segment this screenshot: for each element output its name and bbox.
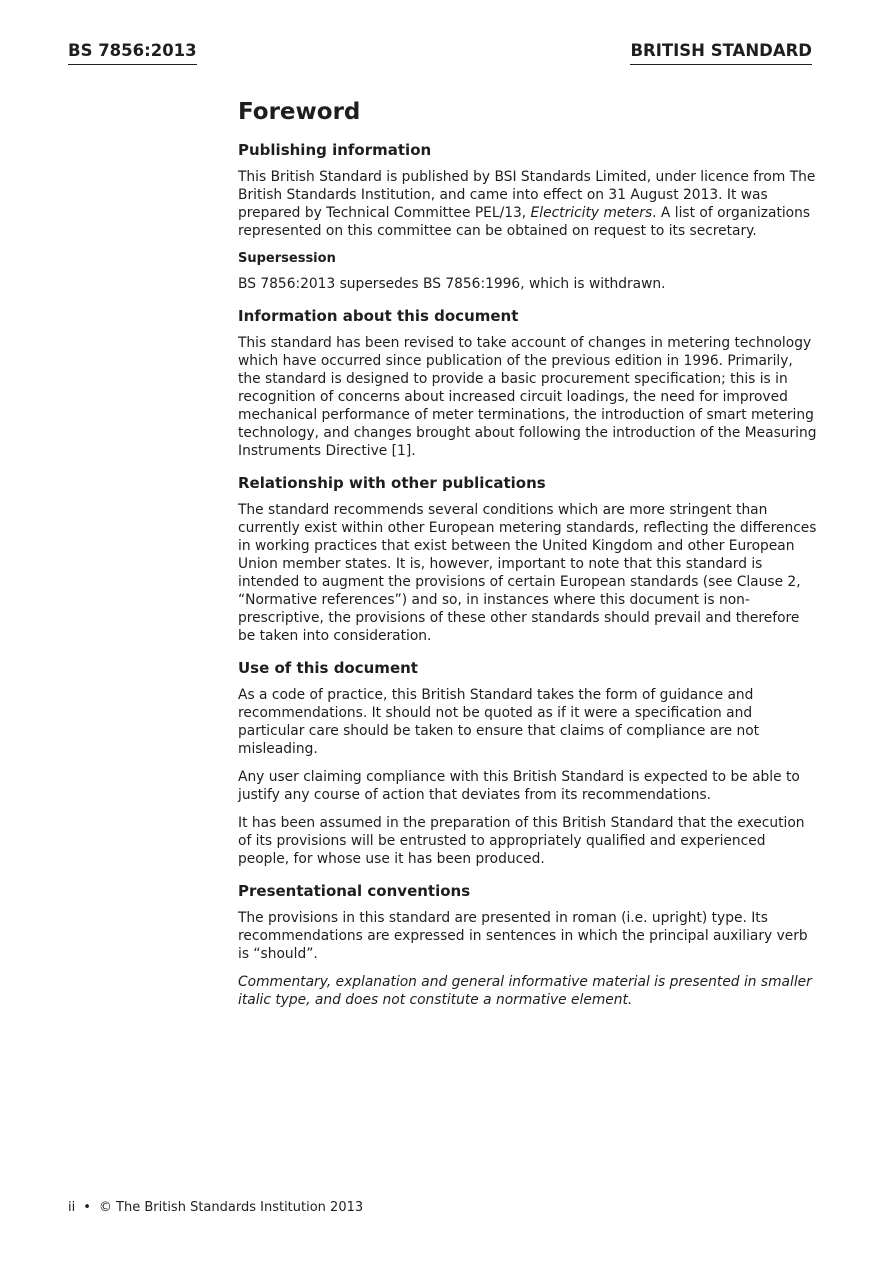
use-paragraph-3: It has been assumed in the preparation of this British Standard that the execution of its provisions will be entrusted to appropriately qualified and experienced people, for whose use it has been produced. xyxy=(238,815,805,867)
heading-publishing-information: Publishing information xyxy=(238,141,432,159)
foreword-body xyxy=(238,97,818,1019)
running-head-british-standard: BRITISH STANDARD xyxy=(630,41,812,65)
supersession-paragraph: BS 7856:2013 supersedes BS 7856:1996, which is withdrawn. xyxy=(238,276,666,292)
page-footer xyxy=(68,1199,363,1216)
page-number: ii xyxy=(68,1200,76,1215)
publishing-paragraph xyxy=(238,168,818,240)
heading-presentational-conventions: Presentational conventions xyxy=(238,882,471,900)
conventions-paragraph-1: The provisions in this standard are presented in roman (i.e. upright) type. Its recommendations are expressed in sentences in which the principal auxiliary verb is “should”. xyxy=(238,910,808,962)
heading-information-about-document: Information about this document xyxy=(238,307,519,325)
use-paragraph-2: Any user claiming compliance with this British Standard is expected to be able to justify any course of action that deviates from its recommendations. xyxy=(238,769,800,803)
publishing-text-start: This British Standard is published by BSI Standards Limited, under licence from The British Standards Institution, and came into effect on 31 August 2013. It was prepared by Technical Committee PEL/13, xyxy=(238,169,816,221)
conventions-paragraph-2: Commentary, explanation and general informative material is presented in smaller italic type, and does not constitute a normative element. xyxy=(238,974,812,1008)
running-head-standard-number: BS 7856:2013 xyxy=(68,41,197,65)
heading-supersession: Supersession xyxy=(238,251,336,266)
heading-use-of-document: Use of this document xyxy=(238,659,418,677)
information-paragraph: This standard has been revised to take account of changes in metering technology which have occurred since publication of the previous edition in 1996. Primarily, the standard is designed to provide a basic procurement specification; this is in recognition of concerns about increased circuit loadings, the need for improved mechanical performance of meter terminations, the introduction of smart metering technology, and changes brought about following the introduction of the Measuring Instruments Directive [1]. xyxy=(238,335,817,459)
use-paragraph-1: As a code of practice, this British Standard takes the form of guidance and recommendations. It should not be quoted as if it were a specification and particular care should be taken to ensure that claims of compliance are not misleading. xyxy=(238,687,760,757)
copyright-notice: © The British Standards Institution 2013 xyxy=(98,1200,364,1215)
footer-bullet: • xyxy=(83,1200,91,1215)
heading-relationship-publications: Relationship with other publications xyxy=(238,474,546,492)
publishing-text-end: . A list of organizations represented on this committee can be obtained on request to its secretary. xyxy=(238,205,811,239)
page-title: Foreword xyxy=(238,99,361,125)
relationship-paragraph: The standard recommends several conditions which are more stringent than currently exist within other European metering standards, reflecting the differences in working practices that exist between the United Kingdom and other European Union member states. It is, however, important to note that this standard is intended to augment the provisions of certain European standards (see Clause 2, “Normative references”) and so, in instances where this document is non-prescriptive, the provisions of these other standards should prevail and therefore be taken into consideration. xyxy=(238,502,817,644)
committee-title-italic: Electricity meters xyxy=(530,205,653,221)
